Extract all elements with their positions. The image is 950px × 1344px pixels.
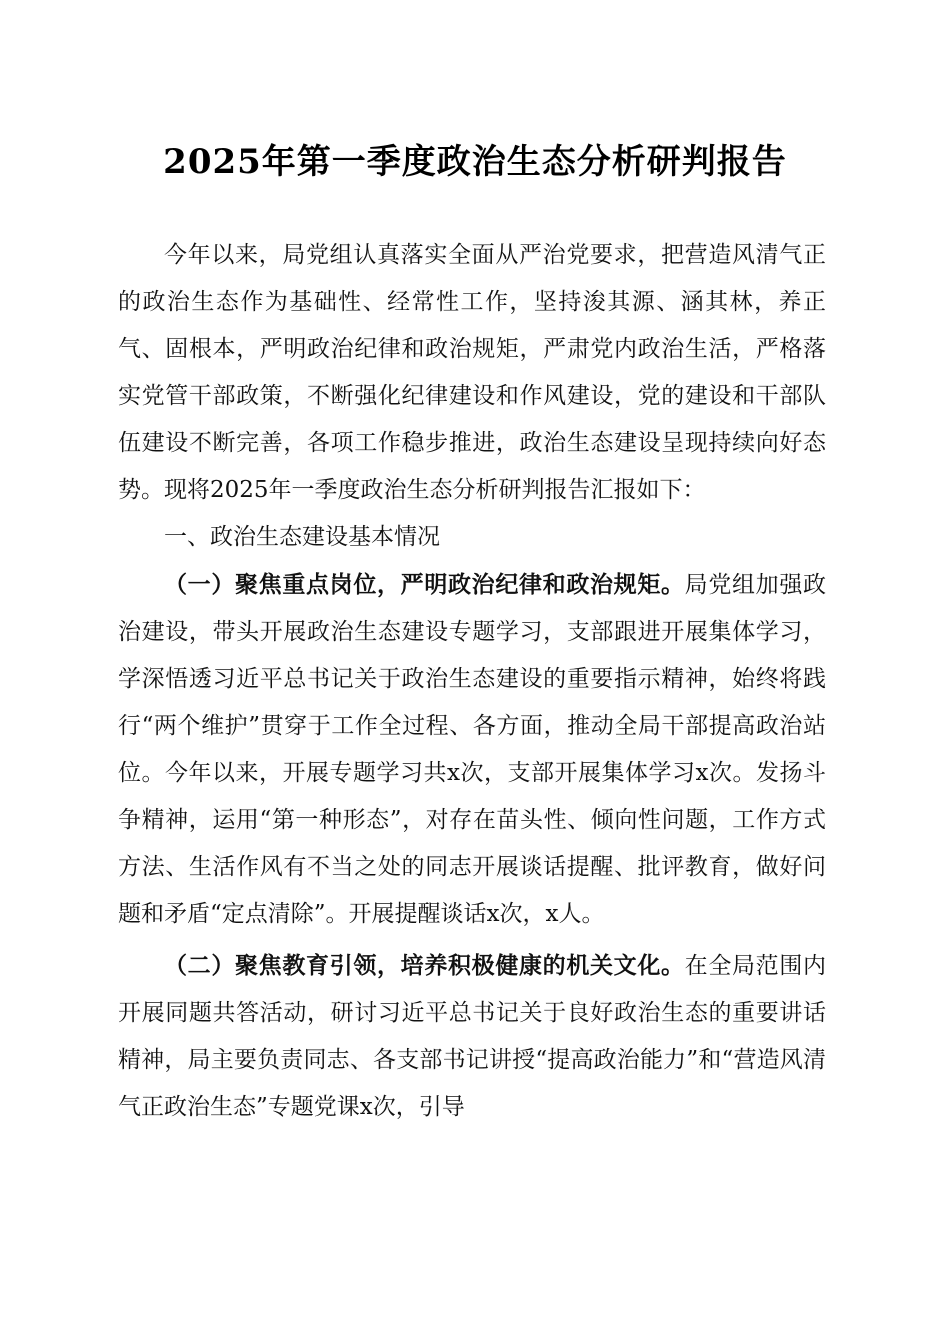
subsection-lead-2: （二）聚焦教育引领，培养积极健康的机关文化。 <box>164 952 685 979</box>
document-title: 2025年第一季度政治生态分析研判报告 <box>163 142 787 182</box>
subsection-paragraph-1 <box>118 561 826 938</box>
subsection-paragraph-2 <box>118 942 826 1131</box>
section-heading: 一、政治生态建设基本情况 <box>164 524 440 550</box>
subsection-body-2: 在全局范围内开展同题共答活动，研讨习近平总书记关于良好政治生态的重要讲话精神，局主要负责同志、各支部书记讲授“提高政治能力”和“营造风清气正政治生态”专题党课x次，引导 <box>118 953 827 1120</box>
intro-paragraph: 今年以来，局党组认真落实全面从严治党要求，把营造风清气正的政治生态作为基础性、经常性工作，坚持浚其源、涵其林，养正气、固根本，严明政治纪律和政治规矩，严肃党内政治生活，严格落实党管干部政策，不断强化纪律建设和作风建设，党的建设和干部队伍建设不断完善，各项工作稳步推进，政治生态建设呈现持续向好态势。现将2025年一季度政治生态分析研判报告汇报如下： <box>118 242 826 503</box>
subsection-lead-1: （一）聚焦重点岗位，严明政治纪律和政治规矩。 <box>164 571 685 598</box>
document-body <box>118 232 826 1131</box>
subsection-body-1: 局党组加强政治建设，带头开展政治生态建设专题学习，支部跟进开展集体学习，学深悟透习近平总书记关于政治生态建设的重要指示精神，始终将践行“两个维护”贯穿于工作全过程、各方面，推动全局干部提高政治站位。今年以来，开展专题学习共x次，支部开展集体学习x次。发扬斗争精神，运用“第一种形态”，对存在苗头性、倾向性问题，工作方式方法、生活作风有不当之处的同志开展谈话提醒、批评教育，做好问题和矛盾“定点清除”。开展提醒谈话x次，x人。 <box>118 572 827 927</box>
